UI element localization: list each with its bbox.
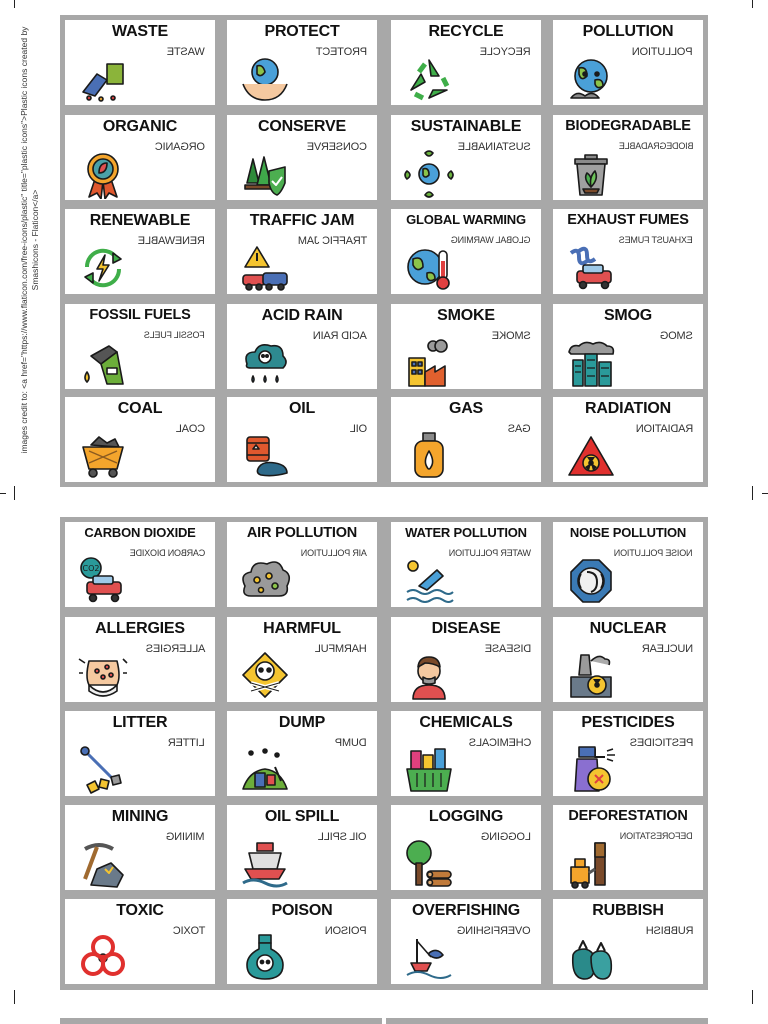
flashcard-mirrored-label: HARMFUL — [315, 643, 367, 655]
flashcard-mirrored-label: RECYCLE — [480, 46, 531, 58]
flashcard — [391, 899, 541, 984]
flashcard — [227, 522, 377, 607]
flashcard — [65, 899, 215, 984]
smog-icon — [565, 338, 617, 388]
global-warming-icon — [403, 243, 455, 293]
sheet-left-half — [60, 517, 382, 990]
flashcard-mirrored-label: WASTE — [167, 46, 205, 58]
sustainable-icon — [403, 149, 455, 199]
flashcard-title: OIL SPILL — [264, 808, 340, 825]
flashcard — [227, 899, 377, 984]
carbon-dioxide-icon — [77, 556, 129, 606]
flashcard — [391, 115, 541, 200]
flashcard-title: CHEMICALS — [419, 714, 513, 731]
flashcard — [553, 115, 703, 200]
flashcard-title: CONSERVE — [258, 118, 346, 135]
flashcard-mirrored-label: ORGANIC — [155, 141, 205, 153]
exhaust-fumes-icon — [565, 243, 617, 293]
flashcard-title: POLLUTION — [582, 23, 674, 40]
flashcard-mirrored-label: DEFORESTATION — [620, 831, 693, 841]
flashcard-title: SMOG — [603, 307, 653, 324]
flashcard-mirrored-label: GLOBAL WARMING — [451, 235, 531, 245]
flashcard — [65, 115, 215, 200]
sheet-right-half — [386, 15, 708, 487]
flashcard — [65, 397, 215, 482]
flashcard-title: PROTECT — [264, 23, 340, 40]
flashcard-title: AIR POLLUTION — [246, 525, 358, 541]
flashcard-title: RUBBISH — [592, 902, 664, 919]
flashcard — [553, 20, 703, 105]
pollution-icon — [565, 54, 617, 104]
flashcard-mirrored-label: COAL — [175, 423, 205, 435]
crop-mark — [752, 0, 753, 8]
flashcard-title: DISEASE — [431, 620, 501, 637]
coal-icon — [77, 431, 129, 481]
flashcard-title: ALLERGIES — [95, 620, 185, 637]
flashcard-mirrored-label: TRAFFIC JAM — [297, 235, 367, 247]
oil-spill-icon — [239, 839, 291, 889]
flashcard-title: POISON — [271, 902, 333, 919]
flashcard-mirrored-label: DUMP — [335, 737, 367, 749]
flashcard-mirrored-label: CHEMICALS — [468, 737, 531, 749]
crop-mark — [14, 990, 15, 1004]
flashcard — [65, 805, 215, 890]
conserve-icon — [239, 149, 291, 199]
flashcard — [553, 899, 703, 984]
flashcard-mirrored-label: POLLUTION — [632, 46, 693, 58]
flashcard-title: NOISE POLLUTION — [569, 525, 687, 540]
flashcard-title: RADIATION — [585, 400, 671, 417]
flashcard-mirrored-label: NUCLEAR — [641, 643, 693, 655]
flashcard-mirrored-label: ACID RAIN — [313, 330, 367, 342]
flashcard-title: TRAFFIC JAM — [249, 212, 355, 229]
flashcard-mirrored-label: BIODEGRADABLE — [618, 141, 693, 151]
oil-icon — [239, 431, 291, 481]
flashcard-mirrored-label: MINING — [166, 831, 205, 843]
organic-icon — [77, 149, 129, 199]
flashcard — [227, 397, 377, 482]
flashcard-title: TOXIC — [116, 902, 164, 919]
flashcard-title: BIODEGRADABLE — [565, 118, 691, 134]
flashcard — [65, 20, 215, 105]
flashcard-title: LITTER — [112, 714, 168, 731]
flashcard-mirrored-label: RUBBISH — [645, 925, 693, 937]
gas-icon — [403, 431, 455, 481]
flashcard-mirrored-label: AIR POLLUTION — [301, 548, 367, 558]
water-pollution-icon — [403, 556, 455, 606]
flashcard-mirrored-label: NOISE POLLUTION — [614, 548, 693, 558]
flashcard-mirrored-label: ALLERGIES — [145, 643, 205, 655]
flashcard-title: GLOBAL WARMING — [406, 212, 526, 227]
flashcard — [227, 209, 377, 294]
flashcard — [391, 397, 541, 482]
flashcard-mirrored-label: OIL — [349, 423, 367, 435]
flashcard-mirrored-label: WATER POLLUTION — [448, 548, 531, 558]
fossil-fuels-icon — [77, 338, 129, 388]
flashcard-title: OVERFISHING — [411, 902, 521, 919]
flashcard — [227, 20, 377, 105]
flashcard — [553, 711, 703, 796]
flashcard-title: ACID RAIN — [261, 307, 343, 324]
flashcard-title: NUCLEAR — [589, 620, 667, 637]
flashcard-mirrored-label: SMOKE — [492, 330, 531, 342]
flashcard-title: DUMP — [278, 714, 326, 731]
flashcard-mirrored-label: RADIATION — [635, 423, 693, 435]
flashcard — [391, 617, 541, 702]
flashcard-mirrored-label: DISEASE — [484, 643, 531, 655]
crop-mark — [14, 0, 15, 8]
flashcard-mirrored-label: PROTECT — [315, 46, 367, 58]
flashcard-title: DEFORESTATION — [568, 808, 688, 824]
flashcard — [391, 805, 541, 890]
flashcard-sheet-2 — [60, 517, 708, 990]
flashcard-mirrored-label: POISON — [325, 925, 367, 937]
rubbish-icon — [565, 933, 617, 983]
noise-pollution-icon — [565, 556, 617, 606]
flashcard — [65, 522, 215, 607]
flashcard-title: RECYCLE — [428, 23, 504, 40]
flashcard-title: EXHAUST FUMES — [567, 212, 689, 228]
flashcard — [391, 20, 541, 105]
flashcard-mirrored-label: LITTER — [168, 737, 205, 749]
flashcard — [227, 115, 377, 200]
sheet-left-half — [60, 15, 382, 487]
svg-text:CO2: CO2 — [82, 564, 100, 573]
radiation-icon — [565, 431, 617, 481]
flashcard-sheet-1 — [60, 15, 708, 487]
toxic-icon — [77, 933, 129, 983]
flashcard-title: PESTICIDES — [581, 714, 675, 731]
flashcard-mirrored-label: FOSSIL FUELS — [144, 330, 205, 340]
disease-icon — [403, 651, 455, 701]
flashcard — [391, 522, 541, 607]
deforestation-icon — [565, 839, 617, 889]
nuclear-icon — [565, 651, 617, 701]
traffic-jam-icon — [239, 243, 291, 293]
air-pollution-icon — [239, 556, 291, 606]
renewable-icon — [77, 243, 129, 293]
dump-icon — [239, 745, 291, 795]
chemicals-icon — [403, 745, 455, 795]
acid-rain-icon — [239, 338, 291, 388]
mining-icon — [77, 839, 129, 889]
flashcard-mirrored-label: LOGGING — [481, 831, 531, 843]
flashcard — [65, 617, 215, 702]
flashcard — [65, 304, 215, 389]
allergies-icon — [77, 651, 129, 701]
poison-icon — [239, 933, 291, 983]
flashcard — [553, 522, 703, 607]
flashcard-title: LOGGING — [428, 808, 504, 825]
litter-icon — [77, 745, 129, 795]
overfishing-icon — [403, 933, 455, 983]
flashcard — [391, 711, 541, 796]
flashcard-title: GAS — [448, 400, 484, 417]
pesticides-icon — [565, 745, 617, 795]
flashcard — [65, 209, 215, 294]
flashcard-title: OIL — [288, 400, 316, 417]
flashcard-title: RENEWABLE — [89, 212, 191, 229]
crop-mark — [752, 486, 753, 500]
flashcard — [553, 304, 703, 389]
flashcard-mirrored-label: RENEWABLE — [138, 235, 205, 247]
flashcard-title: WASTE — [112, 23, 168, 40]
crop-mark — [14, 486, 15, 500]
flashcard — [227, 805, 377, 890]
flashcard — [553, 617, 703, 702]
crop-mark — [0, 493, 6, 494]
flashcard-mirrored-label: CARBON DIOXIDE — [129, 548, 205, 558]
biodegradable-icon — [565, 149, 617, 199]
crop-mark — [752, 990, 753, 1004]
flashcard-mirrored-label: OVERFISHING — [457, 925, 531, 937]
waste-icon — [77, 54, 129, 104]
flashcard — [227, 617, 377, 702]
flashcard — [391, 304, 541, 389]
flashcard-title: ORGANIC — [102, 118, 178, 135]
flashcard-title: SMOKE — [437, 307, 495, 324]
flashcard-mirrored-label: SUSTAINABLE — [458, 141, 531, 153]
flashcard-title: COAL — [117, 400, 163, 417]
flashcard — [553, 209, 703, 294]
flashcard-mirrored-label: CONSERVE — [307, 141, 367, 153]
flashcard-mirrored-label: GAS — [508, 423, 531, 435]
crop-mark — [762, 493, 768, 494]
protect-icon — [239, 54, 291, 104]
flashcard-title: FOSSIL FUELS — [89, 307, 191, 323]
flashcard — [227, 304, 377, 389]
flashcard-mirrored-label: OIL SPILL — [318, 831, 367, 843]
smoke-icon — [403, 338, 455, 388]
flashcard — [65, 711, 215, 796]
image-credit: images credit to: <a href="https://www.flaticon.com/free-icons/plastic" title="plastic icons">Plastic icons created by Smashicons - Flaticon</a> — [19, 26, 40, 454]
flashcard-title: MINING — [111, 808, 169, 825]
flashcard-mirrored-label: SMOG — [660, 330, 693, 342]
flashcard-title: CARBON DIOXIDE — [84, 525, 196, 540]
sheet-right-half — [386, 517, 708, 990]
harmful-icon — [239, 651, 291, 701]
flashcard — [227, 711, 377, 796]
flashcard-title: WATER POLLUTION — [405, 525, 527, 540]
flashcard-mirrored-label: TOXIC — [172, 925, 205, 937]
flashcard — [391, 209, 541, 294]
next-sheet-edge — [60, 1018, 708, 1024]
flashcard-mirrored-label: PESTICIDES — [629, 737, 693, 749]
recycle-icon — [403, 54, 455, 104]
flashcard-mirrored-label: EXHAUST FUMES — [619, 235, 693, 245]
flashcard-title: HARMFUL — [263, 620, 341, 637]
logging-icon — [403, 839, 455, 889]
flashcard — [553, 397, 703, 482]
flashcard — [553, 805, 703, 890]
flashcard-title: SUSTAINABLE — [410, 118, 522, 135]
